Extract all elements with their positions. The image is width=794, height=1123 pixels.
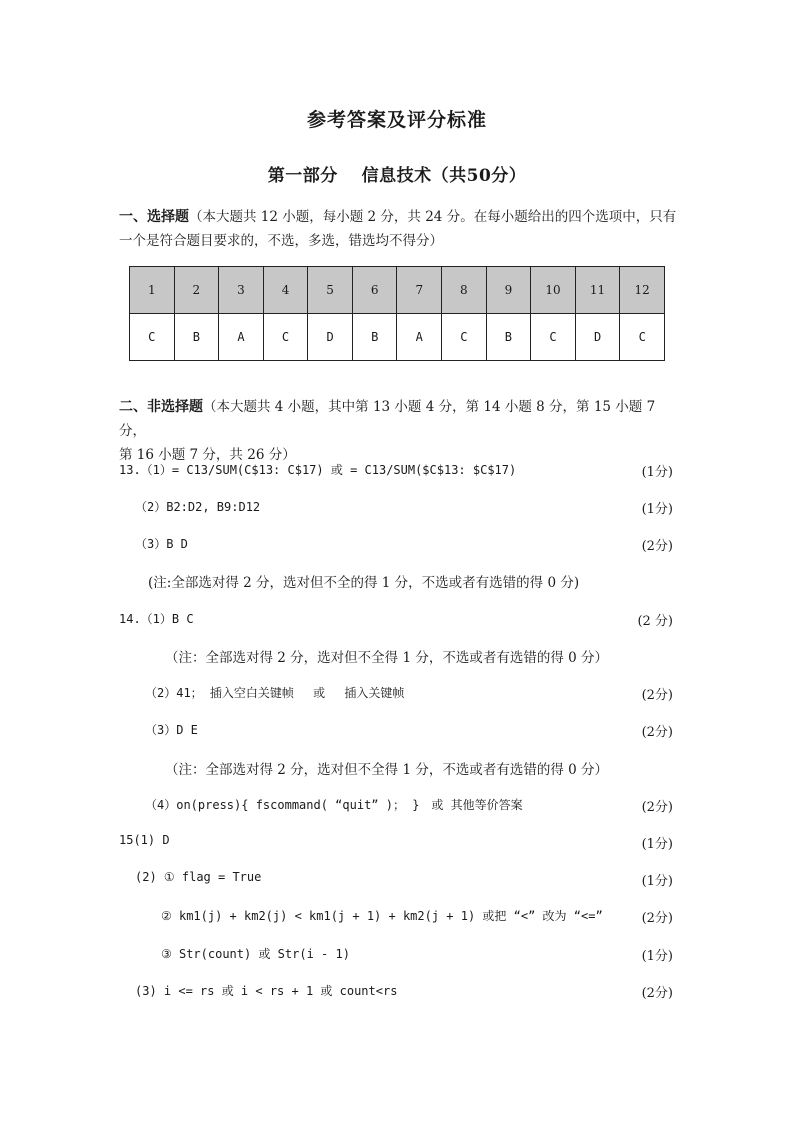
answer-line-13-1: 13.（1）= C13/SUM(C$13: C$17) 或 = C13/SUM($C$13: $C$17) (119, 463, 517, 477)
question-number-cell: 1 (130, 267, 175, 314)
answer-line-15-2-2: ② km1(j) + km2(j) < km1(j + 1) + km2(j + 1) 或把 “<” 改为 “<=” (161, 909, 603, 923)
section2-heading-block (119, 395, 679, 467)
answer-line-15-1: 15(1) D (119, 833, 170, 847)
note-13: (注:全部选对得 2 分，选对但不全的得 1 分，不选或者有选错的得 0 分) (148, 575, 580, 591)
answer-cell: A (397, 314, 442, 361)
answer-line-14-4: （4）on(press){ fscommand( “quit” )； } 或 其他等价答案 (145, 798, 523, 812)
section2-description-line2: 第 16 小题 7 分，共 26 分） (119, 447, 296, 463)
answer-cell: C (263, 314, 308, 361)
answer-cell: D (575, 314, 620, 361)
score-14-4: (2分) (641, 800, 673, 815)
section1-heading-block (119, 205, 679, 253)
score-13-1: (1分) (641, 465, 673, 480)
answer-table-number-row (130, 267, 665, 314)
answer-cell: B (486, 314, 531, 361)
section1-title: 一、选择题 (119, 209, 189, 225)
question-number-cell: 2 (174, 267, 219, 314)
answer-cell: C (442, 314, 487, 361)
answer-table (129, 266, 665, 361)
answer-cell: C (531, 314, 576, 361)
question-number-cell: 6 (352, 267, 397, 314)
answer-line-15-2-3: ③ Str(count) 或 Str(i - 1) (161, 947, 350, 961)
question-number-cell: 9 (486, 267, 531, 314)
answer-cell: B (174, 314, 219, 361)
score-15-3: (2分) (641, 986, 673, 1001)
answer-line-13-3: （3）B D (135, 537, 188, 551)
score-15-2-2: (2分) (641, 911, 673, 926)
answer-line-15-2-1: (2) ① flag = True (135, 870, 262, 884)
page-title: 参考答案及评分标准 (306, 109, 487, 131)
section1-description-line1: （本大题共 12 小题，每小题 2 分，共 24 分。在每小题给出的四个选项中，只有 (189, 209, 677, 225)
answer-table-answer-row (130, 314, 665, 361)
section2-description-line1: （本大题共 4 小题，其中第 13 小题 4 分，第 14 小题 8 分，第 15 小题 7 分， (119, 399, 656, 439)
answer-cell: C (620, 314, 665, 361)
question-number-cell: 3 (219, 267, 264, 314)
answer-line-15-3: (3) i <= rs 或 i < rs + 1 或 count<rs (135, 984, 398, 998)
answer-line-14-2: （2）41； 插入空白关键帧 或 插入关键帧 (145, 686, 405, 700)
question-number-cell: 5 (308, 267, 353, 314)
question-number-cell: 12 (620, 267, 665, 314)
note-14-1: （注：全部选对得 2 分，选对但不全得 1 分，不选或者有选错的得 0 分） (165, 650, 609, 666)
question-number-cell: 10 (531, 267, 576, 314)
answer-line-14-1: 14.（1）B C (119, 612, 194, 626)
section1-description-line2: 一个是符合题目要求的，不选，多选，错选均不得分） (119, 233, 443, 249)
question-number-cell: 8 (442, 267, 487, 314)
score-13-3: (2分) (641, 539, 673, 554)
answer-cell: A (219, 314, 264, 361)
score-13-2: (1分) (641, 502, 673, 517)
score-14-1: (2 分) (637, 614, 673, 629)
answer-cell: D (308, 314, 353, 361)
score-15-2-1: (1分) (641, 874, 673, 889)
answer-cell: B (352, 314, 397, 361)
section2-title: 二、非选择题 (119, 399, 203, 415)
score-15-1: (1分) (641, 837, 673, 852)
question-number-cell: 4 (263, 267, 308, 314)
answer-line-14-3: （3）D E (145, 723, 198, 737)
score-15-2-3: (1分) (641, 949, 673, 964)
score-14-2: (2分) (641, 688, 673, 703)
answer-line-13-2: （2）B2:D2, B9:D12 (135, 500, 261, 514)
question-number-cell: 11 (575, 267, 620, 314)
answer-cell: C (130, 314, 175, 361)
question-number-cell: 7 (397, 267, 442, 314)
part-one-heading: 第一部分 信息技术（共50分） (267, 166, 527, 186)
score-14-3: (2分) (641, 725, 673, 740)
note-14-3: （注：全部选对得 2 分，选对但不全得 1 分，不选或者有选错的得 0 分） (165, 762, 609, 778)
